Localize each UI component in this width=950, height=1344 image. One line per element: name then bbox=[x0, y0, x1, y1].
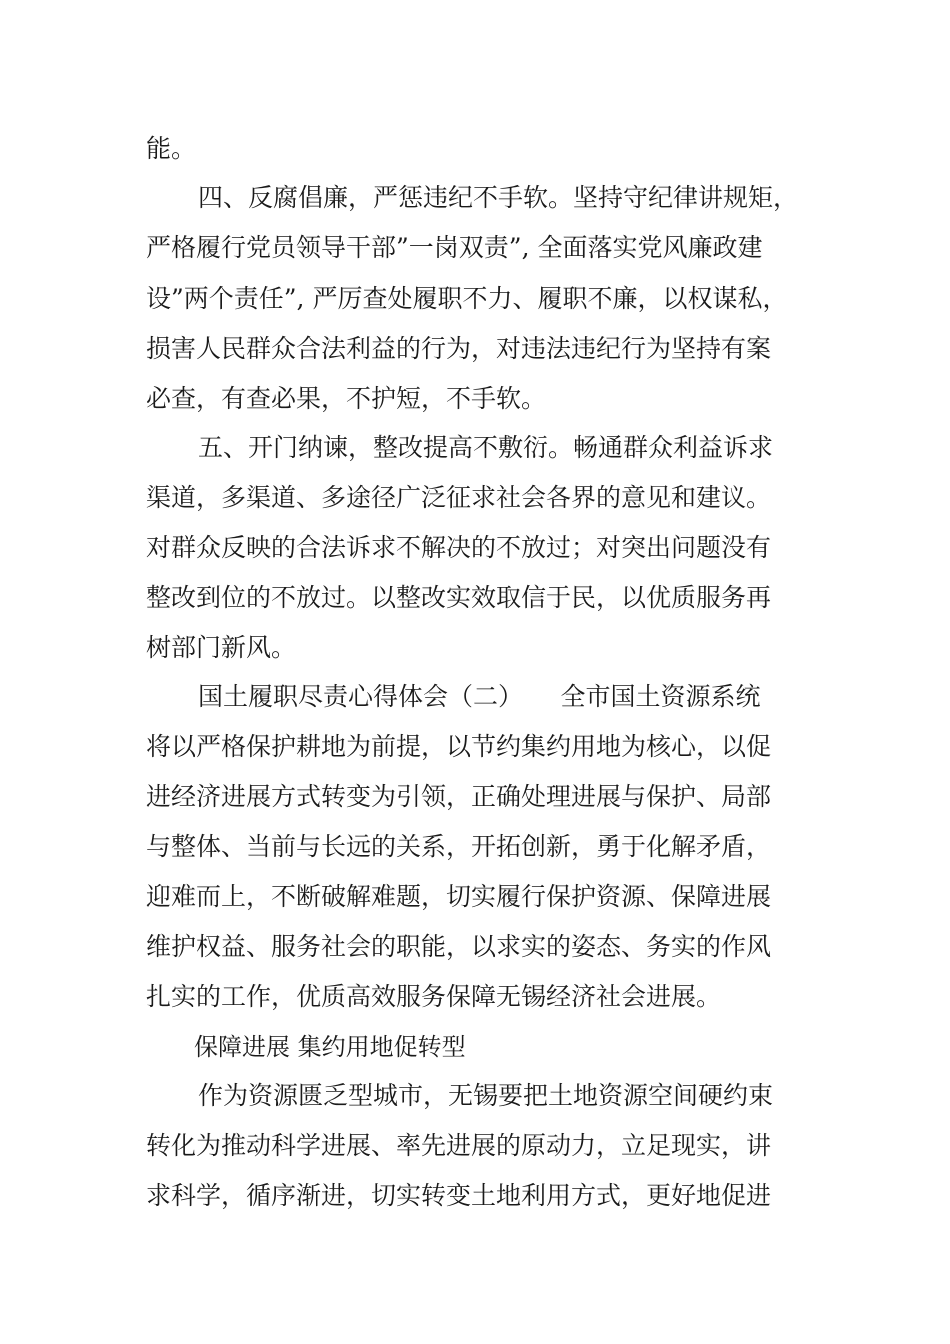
text-line: 严格履行党员领导干部”一岗双责”, 全面落实党风廉政建 bbox=[146, 233, 763, 262]
text-line: 进经济进展方式转变为引领，正确处理进展与保护、局部 bbox=[146, 782, 772, 811]
text-line: 迎难而上，不断破解难题，切实履行保护资源、保障进展 bbox=[146, 882, 772, 911]
paragraph-first-line: 作为资源匮乏型城市，无锡要把土地资源空间硬约束 bbox=[198, 1081, 774, 1110]
text-line: 与整体、当前与长远的关系，开拓创新，勇于化解矛盾， bbox=[146, 832, 772, 861]
text-line: 整改到位的不放过。以整改实效取信于民，以优质服务再 bbox=[146, 583, 772, 612]
text-line: 对群众反映的合法诉求不解决的不放过；对突出问题没有 bbox=[146, 533, 772, 562]
text-line: 必查，有查必果，不护短，不手软。 bbox=[146, 384, 547, 413]
paragraph-first-line: 四、反腐倡廉，严惩违纪不手软。坚持守纪律讲规矩， bbox=[198, 183, 799, 212]
paragraph-first-line: 国土履职尽责心得体会（二） 全市国土资源系统 bbox=[198, 682, 761, 711]
text-line: 转化为推动科学进展、率先进展的原动力，立足现实，讲 bbox=[146, 1131, 772, 1160]
paragraph-first-line: 五、开门纳谏，整改提高不敷衍。畅通群众利益诉求 bbox=[198, 433, 774, 462]
text-line: 能。 bbox=[146, 134, 197, 163]
text-line: 树部门新风。 bbox=[146, 633, 297, 662]
text-line: 将以严格保护耕地为前提，以节约集约用地为核心，以促 bbox=[146, 732, 772, 761]
text-line: 渠道，多渠道、多途径广泛征求社会各界的意见和建议。 bbox=[146, 483, 772, 512]
text-line: 设”两个责任”, 严厉查处履职不力、履职不廉，以权谋私， bbox=[146, 284, 788, 313]
text-line: 扎实的工作，优质高效服务保障无锡经济社会进展。 bbox=[146, 982, 722, 1011]
text-line: 求科学，循序渐进，切实转变土地利用方式，更好地促进 bbox=[146, 1181, 772, 1210]
text-line: 维护权益、服务社会的职能，以求实的姿态、务实的作风 bbox=[146, 932, 772, 961]
text-line: 损害人民群众合法利益的行为，对违法违纪行为坚持有案 bbox=[146, 334, 772, 363]
section-heading: 保障进展 集约用地促转型 bbox=[194, 1033, 466, 1061]
